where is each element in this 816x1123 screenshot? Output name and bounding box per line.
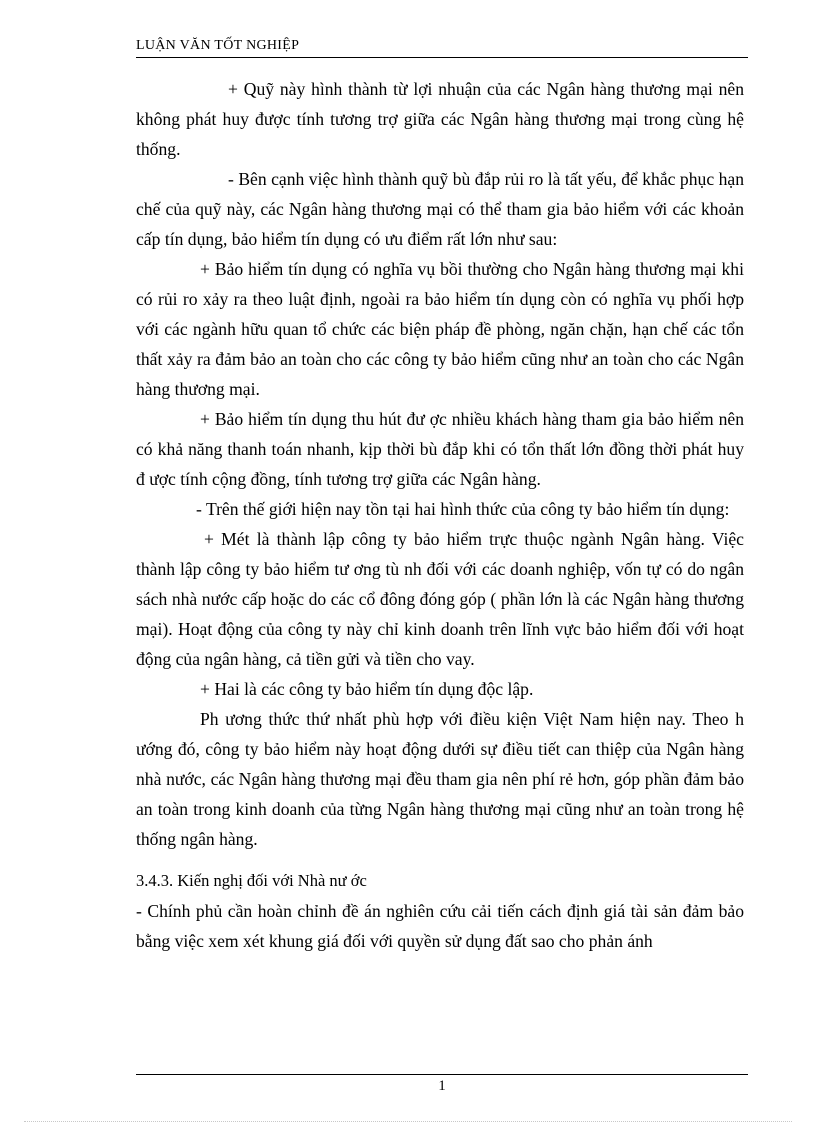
page-edge-divider: [24, 1121, 792, 1122]
paragraph-two-forms: - Trên thế giới hiện nay tồn tại hai hình thức của công ty bảo hiểm tín dụng:: [196, 499, 730, 519]
paragraph-form-one: + Mét là thành lập công ty bảo hiểm trực thuộc ngành Ngân hàng. Việc thành lập công ty bảo hiểm tư ơng tù nh đối với các doanh nghiệp, vốn tự có do ngân sách nhà nước cấp hoặc do các cổ đông đóng góp ( phần lớn là các Ngân hàng thương mại). Hoạt động của công ty này chỉ kinh doanh trên lĩnh vực bảo hiểm đối với hoạt động của ngân hàng, cả tiền gửi và tiền cho vay.: [136, 529, 744, 669]
paragraph-compensation-duty: + Bảo hiểm tín dụng có nghĩa vụ bồi thường cho Ngân hàng thương mại khi có rủi ro xảy ra theo luật định, ngoài ra bảo hiểm tín dụng còn có nghĩa vụ phối hợp với các ngành hữu quan tổ chức các biện pháp đề phòng, ngăn chặn, hạn chế các tổn thất xảy ra đảm bảo an toàn cho các công ty bảo hiểm cũng như an toàn cho các Ngân hàng thương mại.: [136, 259, 744, 399]
document-body: [136, 74, 744, 956]
paragraph-form-two: + Hai là các công ty bảo hiểm tín dụng độc lập.: [200, 679, 534, 699]
header-rule: [136, 57, 748, 58]
paragraph-government-proposal: - Chính phủ cần hoàn chỉnh đề án nghiên cứu cải tiến cách định giá tài sản đảm bảo bằng việc xem xét khung giá đối với quyền sử dụng đất sao cho phản ánh: [136, 901, 744, 951]
page-number: 1: [438, 1078, 446, 1094]
footer-rule: [136, 1074, 748, 1075]
section-heading: 3.4.3. Kiến nghị đối với Nhà nư ớc: [136, 871, 367, 890]
paragraph-fund-limitation: + Quỹ này hình thành từ lợi nhuận của các Ngân hàng thương mại nên không phát huy được tính tương trợ giữa các Ngân hàng thương mại trong cùng hệ thống.: [136, 79, 744, 159]
paragraph-method-one: Ph ương thức thứ nhất phù hợp với điều kiện Việt Nam hiện nay. Theo h ướng đó, công ty bảo hiểm này hoạt động dưới sự điều tiết can thiệp của Ngân hàng nhà nước, các Ngân hàng thương mại đều tham gia nên phí rẻ hơn, góp phần đảm bảo an toàn trong kinh doanh của từng Ngân hàng thương mại cũng như an toàn trong hệ thống ngân hàng.: [136, 709, 744, 849]
paragraph-credit-insurance-intro: - Bên cạnh việc hình thành quỹ bù đắp rủi ro là tất yếu, để khắc phục hạn chế của quỹ này, các Ngân hàng thương mại có thể tham gia bảo hiểm với các khoản cấp tín dụng, bảo hiểm tín dụng có ưu điểm rất lớn như sau:: [136, 169, 744, 249]
paragraph-attracts-customers: + Bảo hiểm tín dụng thu hút đư ợc nhiều khách hàng tham gia bảo hiểm nên có khả năng thanh toán nhanh, kịp thời bù đắp khi có tổn thất lớn đồng thời phát huy đ ược tính cộng đồng, tính tương trợ giữa các Ngân hàng.: [136, 409, 744, 489]
document-header: LUẬN VĂN TỐT NGHIỆP: [136, 38, 300, 53]
